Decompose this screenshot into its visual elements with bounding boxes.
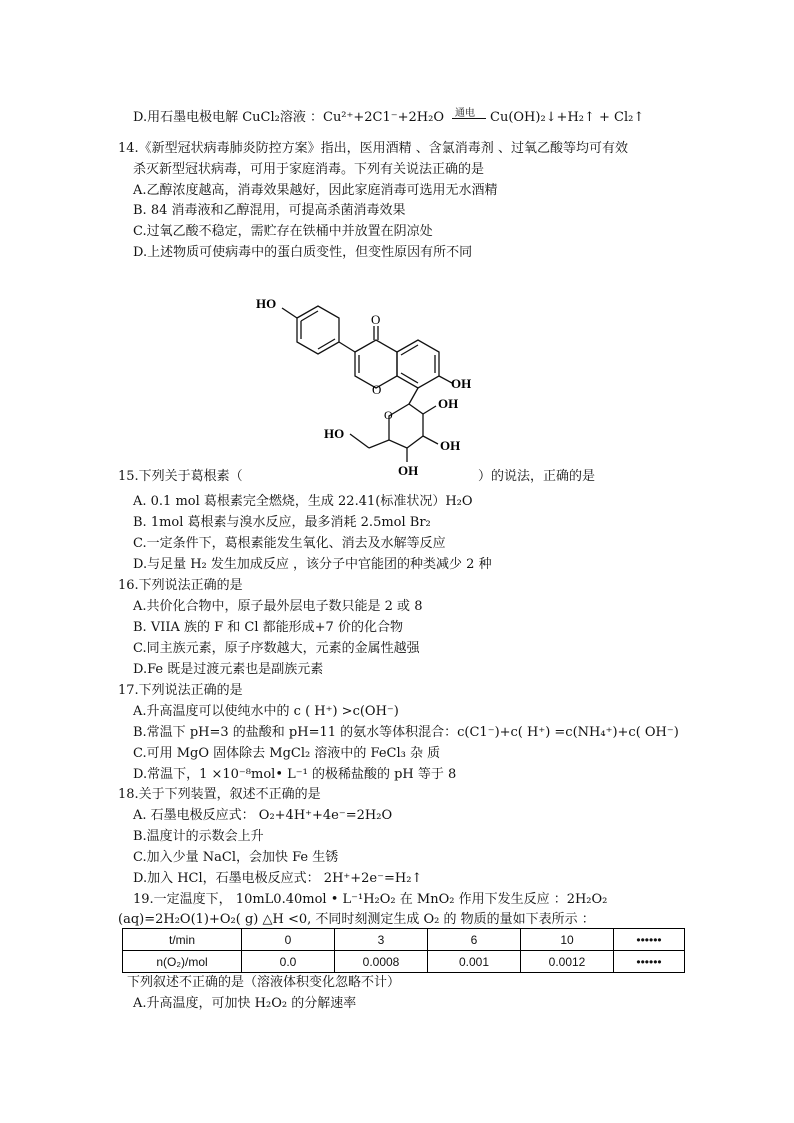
q19-option-a: A.升高温度，可加快 H₂O₂ 的分解速率 <box>133 996 357 1011</box>
q16-option-b: B. VIIA 族的 F 和 Cl 都能形成+7 价的化合物 <box>133 620 403 635</box>
table-cell: n(O₂)/mol <box>123 951 242 973</box>
sugar-ring-o-label: O <box>384 408 393 422</box>
q16-option-c: C.同主族元素，原子序数越大，元素的金属性越强 <box>133 641 420 656</box>
table-cell: 10 <box>521 929 614 951</box>
q17-option-b: B.常温下 pH=3 的盐酸和 pH=11 的氨水等体积混合：c(C1⁻)+c( H⁺) =c(NH₄⁺)+c( OH⁻) <box>133 725 679 740</box>
o2-amount-table <box>122 928 685 973</box>
oh-sugar1-label: OH <box>438 396 459 411</box>
q15-option-d: D.与足量 H₂ 发生加成反应 ，该分子中官能团的种类减少 2 种 <box>133 557 492 572</box>
q17-option-a: A.升高温度可以使纯水中的 c ( H⁺) >c(OH⁻) <box>133 704 399 719</box>
ketone-o-label: O <box>371 312 381 327</box>
q14-option-a: A.乙醇浓度越高，消毒效果越好，因此家庭消毒可选用无水酒精 <box>133 183 498 198</box>
glucose-ring <box>389 404 423 448</box>
q18-stem: 18.关于下列装置，叙述不正确的是 <box>118 787 321 802</box>
q16-option-d: D.Fe 既是过渡元素也是副族元素 <box>133 662 324 677</box>
q16-option-a: A.共价化合物中，原子最外层电子数只能是 2 或 8 <box>133 599 423 614</box>
puerarin-structure <box>252 288 492 478</box>
q13-option-d-equation-left: D.用石墨电极电解 CuCl₂溶液 ：Cu²⁺+2C1⁻+2H₂O <box>133 110 444 125</box>
table-cell: •••••• <box>614 951 685 973</box>
q13-option-d-equation-right: Cu(OH)₂↓+H₂↑ + Cl₂↑ <box>490 110 645 125</box>
electrolysis-arrow-line <box>452 118 486 119</box>
q16-stem: 16.下列说法正确的是 <box>118 578 243 593</box>
table-cell: •••••• <box>614 929 685 951</box>
q13-option-d <box>133 109 444 127</box>
q14-stem-line2: 杀灭新型冠状病毒，可用于家庭消毒。下列有关说法正确的是 <box>133 162 485 177</box>
oh-sugar2-label: OH <box>440 438 461 453</box>
q17-option-c: C.可用 MgO 固体除去 MgCl₂ 溶液中的 FeCl₃ 杂 质 <box>133 746 441 761</box>
q15-option-b: B. 1mol 葛根素与溴水反应，最多消耗 2.5mol Br₂ <box>133 515 431 530</box>
q14-option-c: C.过氧乙酸不稳定，需贮存在铁桶中并放置在阴凉处 <box>133 224 433 239</box>
table-row <box>123 951 685 973</box>
q15-option-c: C.一定条件下，葛根素能发生氧化、消去及水解等反应 <box>133 536 446 551</box>
phenol-ring <box>297 306 339 354</box>
q18-option-a: A. 石墨电极反应式： O₂+4H⁺+4e⁻=2H₂O <box>133 808 393 823</box>
table-cell: 0 <box>242 929 335 951</box>
table-cell: 3 <box>335 929 428 951</box>
q14-option-d: D.上述物质可使病毒中的蛋白质变性，但变性原因有所不同 <box>133 245 473 260</box>
ring-o-label: O <box>372 382 382 397</box>
q19-after-table: 下列叙述不正确的是（溶液体积变化忽略不计） <box>127 975 401 990</box>
oh-ch2-label: HO <box>324 426 345 441</box>
oh-phenol-label: HO <box>256 296 277 311</box>
table-cell: 6 <box>428 929 521 951</box>
q17-stem: 17.下列说法正确的是 <box>118 683 243 698</box>
table-cell: 0.0 <box>242 951 335 973</box>
q14-option-b: B. 84 消毒液和乙醇混用，可提高杀菌消毒效果 <box>133 203 406 218</box>
q17-option-d: D.常温下，1 ×10⁻⁸mol• L⁻¹ 的极稀盐酸的 pH 等于 8 <box>133 767 457 782</box>
q19-stem-line1: 19.一定温度下， 10mL0.40mol • L⁻¹H₂O₂ 在 MnO₂ 作用下发生反应 ：2H₂O₂ <box>133 892 608 907</box>
q15-option-a: A. 0.1 mol 葛根素完全燃烧，生成 22.41(标准状况）H₂O <box>133 494 473 509</box>
q18-option-c: C.加入少量 NaCl，会加快 Fe 生锈 <box>133 850 339 865</box>
table-cell: 0.0012 <box>521 951 614 973</box>
q18-option-b: B.温度计的示数会上升 <box>133 829 264 844</box>
q19-stem-line2: (aq)=2H₂O(1)+O₂( g) △H <0, 不同时刻测定生成 O₂ 的 物质的量如下表所示 ： <box>118 912 595 927</box>
q15-stem-prefix: 15.下列关于葛根素（ <box>118 469 243 484</box>
q18-option-d: D.加入 HCl，石墨电极反应式： 2H⁺+2e⁻=H₂↑ <box>133 871 423 886</box>
table-cell: t/min <box>123 929 242 951</box>
table-cell: 0.001 <box>428 951 521 973</box>
oh-sugar3-label: OH <box>398 463 419 478</box>
oh-aryl-label: OH <box>451 376 472 391</box>
q15-stem-suffix: ）的说法，正确的是 <box>478 469 596 484</box>
table-cell: 0.0008 <box>335 951 428 973</box>
q14-stem-line1: 14.《新型冠状病毒肺炎防控方案》指出，医用酒精 、含氯消毒剂 、过氧乙酸等均可有效 <box>118 141 628 156</box>
table-row <box>123 929 685 951</box>
electrolysis-arrow-label: 通电 <box>455 108 475 119</box>
